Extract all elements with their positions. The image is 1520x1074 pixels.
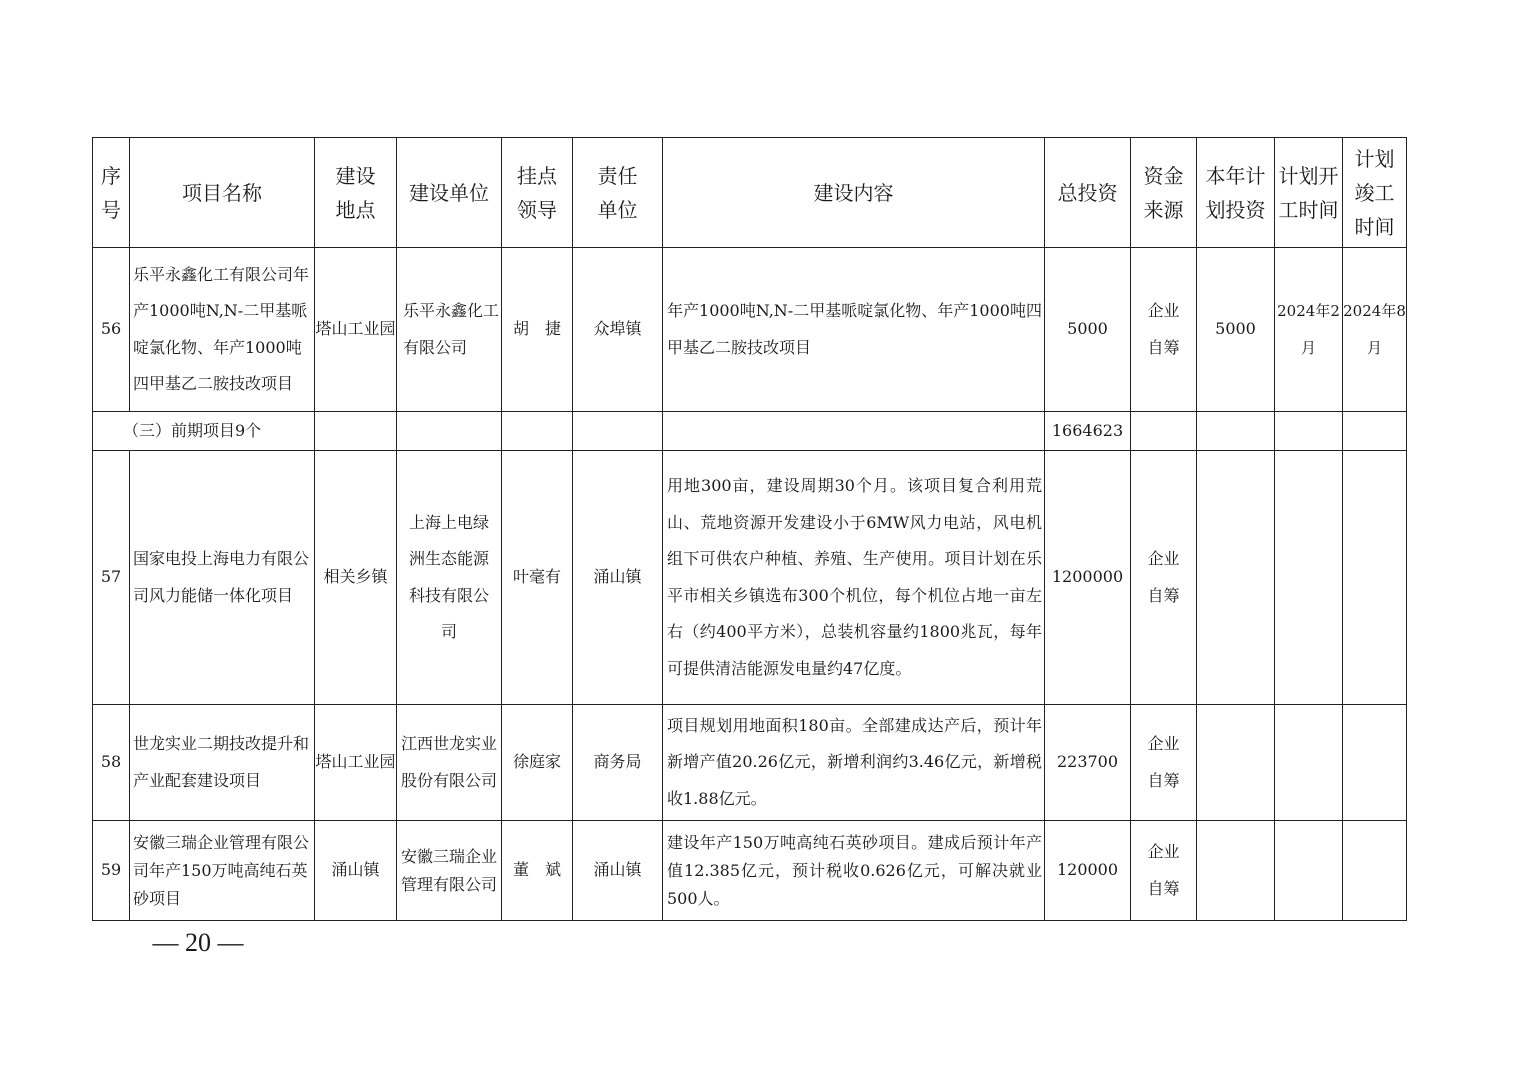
page-number: — 20 — bbox=[152, 928, 244, 957]
header-content: 建设内容 bbox=[663, 138, 1045, 248]
empty-cell bbox=[1197, 705, 1275, 821]
table-row-57 bbox=[93, 451, 1407, 705]
empty-cell bbox=[1275, 451, 1343, 705]
leader-cell: 徐庭家 bbox=[502, 705, 573, 821]
table-row-59 bbox=[93, 821, 1407, 921]
header-location: 建设地点 bbox=[315, 138, 397, 248]
subtotal-investment-cell: 1664623 bbox=[1045, 412, 1131, 451]
project-name-cell: 安徽三瑞企业管理有限公司年产150万吨高纯石英砂项目 bbox=[130, 821, 315, 921]
seq-cell: 57 bbox=[93, 451, 130, 705]
empty-cell bbox=[573, 412, 663, 451]
location-cell: 塔山工业园 bbox=[315, 705, 397, 821]
annual-plan-cell: 5000 bbox=[1197, 248, 1275, 412]
header-funding-source: 资金来源 bbox=[1131, 138, 1197, 248]
responsible-unit-cell: 涌山镇 bbox=[573, 451, 663, 705]
content-cell: 年产1000吨N,N-二甲基哌啶氯化物、年产1000吨四甲基乙二胺技改项目 bbox=[663, 248, 1045, 412]
start-time-cell: 2024年2月 bbox=[1275, 248, 1343, 412]
total-investment-cell: 1200000 bbox=[1045, 451, 1131, 705]
empty-cell bbox=[1197, 821, 1275, 921]
content-cell: 项目规划用地面积180亩。全部建成达产后，预计年新增产值20.26亿元，新增利润约3.46亿元，新增税收1.88亿元。 bbox=[663, 705, 1045, 821]
seq-cell: 58 bbox=[93, 705, 130, 821]
seq-cell: 56 bbox=[93, 248, 130, 412]
responsible-unit-cell: 众埠镇 bbox=[573, 248, 663, 412]
construction-unit-cell: 乐平永鑫化工有限公司 bbox=[397, 248, 502, 412]
empty-cell bbox=[1343, 821, 1407, 921]
total-investment-cell: 5000 bbox=[1045, 248, 1131, 412]
location-cell: 相关乡镇 bbox=[315, 451, 397, 705]
content-cell: 用地300亩，建设周期30个月。该项目复合利用荒山、荒地资源开发建设小于6MW风力电站，风电机组下可供农户种植、养殖、生产使用。项目计划在乐平市相关乡镇选布300个机位，每个机位占地一亩左右（约400平方米），总装机容量约1800兆瓦，每年可提供清洁能源发电量约47亿度。 bbox=[663, 451, 1045, 705]
construction-unit-cell: 江西世龙实业股份有限公司 bbox=[397, 705, 502, 821]
empty-cell bbox=[1275, 705, 1343, 821]
header-row bbox=[93, 138, 1407, 248]
table-row-56 bbox=[93, 248, 1407, 412]
empty-cell bbox=[1343, 451, 1407, 705]
location-cell: 塔山工业园 bbox=[315, 248, 397, 412]
empty-cell bbox=[1343, 705, 1407, 821]
seq-cell: 59 bbox=[93, 821, 130, 921]
leader-cell: 胡 捷 bbox=[502, 248, 573, 412]
header-seq: 序号 bbox=[93, 138, 130, 248]
leader-cell: 叶毫有 bbox=[502, 451, 573, 705]
funding-source-cell: 企业自筹 bbox=[1131, 705, 1197, 821]
total-investment-cell: 120000 bbox=[1045, 821, 1131, 921]
empty-cell bbox=[315, 412, 397, 451]
empty-cell bbox=[1343, 412, 1407, 451]
empty-cell bbox=[1197, 451, 1275, 705]
project-name-cell: 世龙实业二期技改提升和产业配套建设项目 bbox=[130, 705, 315, 821]
header-leader: 挂点领导 bbox=[502, 138, 573, 248]
funding-source-cell: 企业自筹 bbox=[1131, 821, 1197, 921]
location-cell: 涌山镇 bbox=[315, 821, 397, 921]
project-name-cell: 乐平永鑫化工有限公司年产1000吨N,N-二甲基哌啶氯化物、年产1000吨四甲基乙二胺技改项目 bbox=[130, 248, 315, 412]
empty-cell bbox=[1131, 412, 1197, 451]
header-end-time: 计划竣工时间 bbox=[1343, 138, 1407, 248]
header-construction-unit: 建设单位 bbox=[397, 138, 502, 248]
empty-cell bbox=[502, 412, 573, 451]
end-time-cell: 2024年8月 bbox=[1343, 248, 1407, 412]
header-start-time: 计划开工时间 bbox=[1275, 138, 1343, 248]
empty-cell bbox=[663, 412, 1045, 451]
empty-cell bbox=[1275, 412, 1343, 451]
subtotal-label: （三）前期项目9个 bbox=[93, 412, 315, 451]
header-annual-plan: 本年计划投资 bbox=[1197, 138, 1275, 248]
funding-source-cell: 企业自筹 bbox=[1131, 248, 1197, 412]
header-responsible-unit: 责任单位 bbox=[573, 138, 663, 248]
header-total-investment: 总投资 bbox=[1045, 138, 1131, 248]
responsible-unit-cell: 商务局 bbox=[573, 705, 663, 821]
project-table-container bbox=[92, 137, 1407, 921]
construction-unit-cell: 安徽三瑞企业管理有限公司 bbox=[397, 821, 502, 921]
subtotal-row bbox=[93, 412, 1407, 451]
empty-cell bbox=[1197, 412, 1275, 451]
total-investment-cell: 223700 bbox=[1045, 705, 1131, 821]
construction-unit-cell: 上海上电绿洲生态能源科技有限公司 bbox=[397, 451, 502, 705]
header-project-name: 项目名称 bbox=[130, 138, 315, 248]
table-row-58 bbox=[93, 705, 1407, 821]
empty-cell bbox=[397, 412, 502, 451]
responsible-unit-cell: 涌山镇 bbox=[573, 821, 663, 921]
project-name-cell: 国家电投上海电力有限公司风力能储一体化项目 bbox=[130, 451, 315, 705]
funding-source-cell: 企业自筹 bbox=[1131, 451, 1197, 705]
empty-cell bbox=[1275, 821, 1343, 921]
leader-cell: 董 斌 bbox=[502, 821, 573, 921]
project-table bbox=[92, 137, 1407, 921]
content-cell: 建设年产150万吨高纯石英砂项目。建成后预计年产值12.385亿元，预计税收0.626亿元，可解决就业500人。 bbox=[663, 821, 1045, 921]
